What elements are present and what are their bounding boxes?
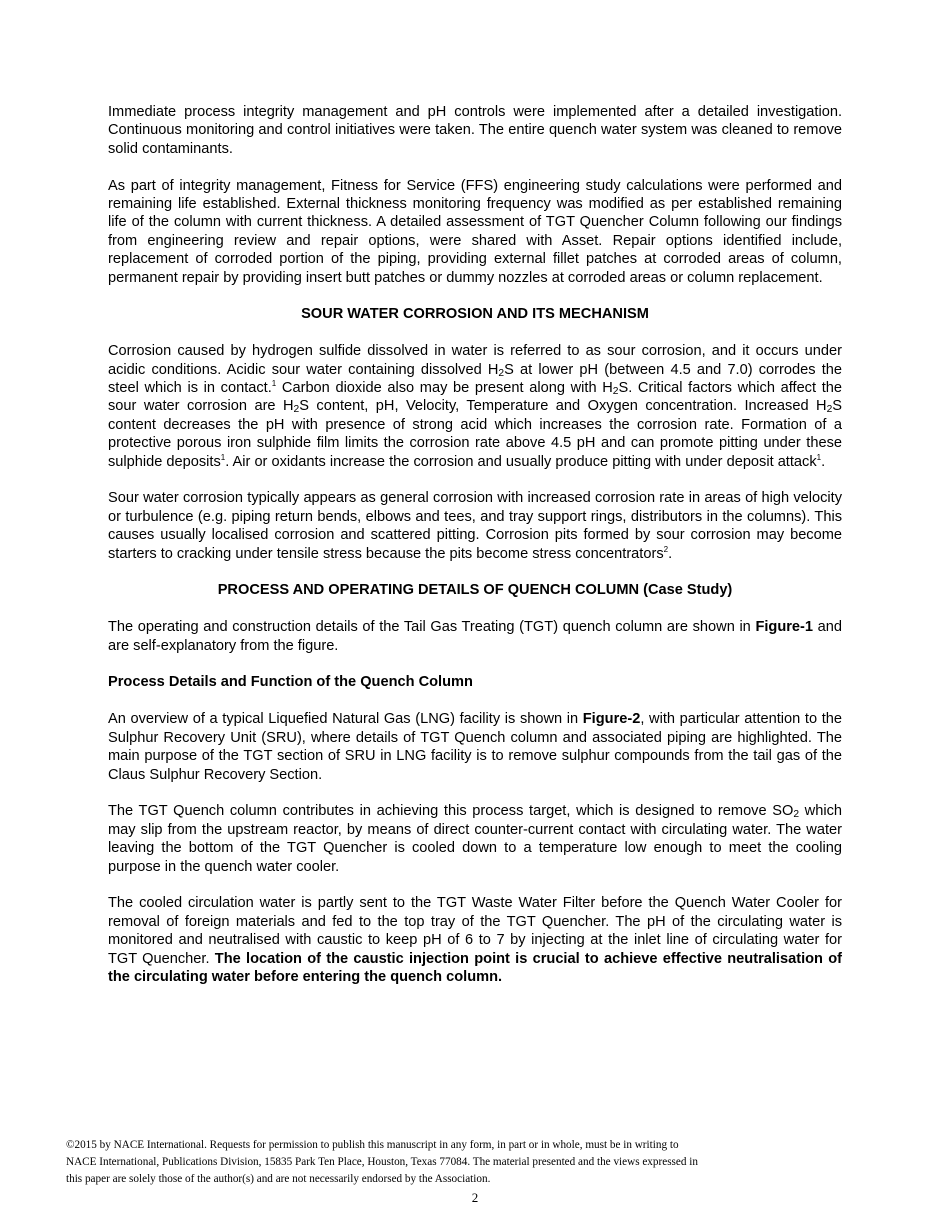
paragraph-lng-overview: An overview of a typical Liquefied Natural Gas (LNG) facility is shown in Figure-2, with particular attention to the Sulphur Recovery Unit (SRU), where details of TGT Quench column and associated piping are highlighted. The main purpose of the TGT section of SRU in LNG facility is to remove sulphur compounds from the tail gas of the Claus Sulphur Recovery Section. [108, 711, 842, 783]
paragraph-sour-corrosion-mechanism: Corrosion caused by hydrogen sulfide dissolved in water is referred to as sour corrosion, and it occurs under acidic conditions. Acidic sour water containing dissolved $H_2S$ at lower pH (between 4.5 and 7.0) corrodes the steel which is in contact.$^1$ Carbon dioxide also may be present along with $H_2S$. Critical factors which affect the sour water corrosion are $H_2S$ content, pH, Velocity, Temperature and Oxygen concentration. Increased $H_2S$ content decreases the pH with presence of strong acid which increases the corrosion rate. Formation of a protective porous iron sulphide film limits the corrosion rate above 4.5 pH and can promote pitting under these sulphide deposits$^1$. Air or oxidants increase the corrosion and usually produce pitting with under deposit attack$^1$. [108, 343, 843, 470]
copyright-footer: ©2015 by NACE International. Requests for permission to publish this manuscript in any form, in part or in whole, must be in writing to NACE International, Publications Division, 15835 Park Ten Place, Houston, Texas 77084. The material presented and the views expressed in this paper are solely those of the author(s) and are not necessarily endorsed by the Association. [66, 1139, 698, 1185]
reference-marker: 1 [271, 379, 277, 389]
caustic-injection-note: The location of the caustic injection point is crucial to achieve effective neutralisation of the circulating water before entering the quench column. [108, 950, 842, 985]
paper-body [108, 103, 842, 1005]
figure-reference: Figure-1 [755, 619, 814, 636]
paragraph-operating-details: The operating and construction details of the Tail Gas Treating (TGT) quench column are shown in Figure-1 and are self-explanatory from the figure. [108, 619, 843, 654]
paragraph-integrity-controls: Immediate process integrity management and pH controls were implemented after a detailed investigation. Continuous monitoring and control initiatives were taken. The entire quench water system was cleaned to remove solid contaminants. [108, 104, 842, 157]
page-number: 2 [471, 1190, 479, 1205]
reference-marker: 1 [816, 452, 822, 462]
paragraph-circulation-water: The cooled circulation water is partly sent to the TGT Waste Water Filter before the Quench Water Cooler for removal of foreign materials and fed to the top tray of the TGT Quencher. The pH of the circulating water is monitored and neutralised with caustic to keep pH of 6 to 7 by injecting at the inlet line of circulating water for TGT Quencher. The location of the caustic injection point is crucial to achieve effective neutralisation of the circulating water before entering the quench column. [108, 895, 842, 985]
reference-marker: 2 [663, 544, 669, 554]
subsection-heading-process-details: Process Details and Function of the Quench Column [108, 674, 473, 691]
paragraph-ffs-study: As part of integrity management, Fitness for Service (FFS) engineering study calculations were performed and remaining life established. External thickness monitoring frequency was modified as per established remaining life of the column with current thickness. A detailed assessment of TGT Quencher Column following our findings from engineering review and repair options, were shared with Asset. Repair options identified include, replacement of corroded portion of the piping, providing external fillet patches at corroded areas of column, permanent repair by providing insert butt patches or dummy nozzles at corroded areas or column replacement. [108, 177, 842, 286]
reference-marker: 1 [220, 452, 226, 462]
section-heading-quench-column: PROCESS AND OPERATING DETAILS OF QUENCH COLUMN (Case Study) [217, 582, 733, 599]
figure-reference: Figure-2 [582, 711, 641, 728]
paragraph-sour-corrosion-appearance: Sour water corrosion typically appears as general corrosion with increased corrosion rate in areas of high velocity or turbulence (e.g. piping return bends, elbows and tees, and tray support rings, distributors in the columns). This causes usually localised corrosion and scattered pitting. Corrosion pits formed by sour corrosion may become starters to cracking under tensile stress because the pits become stress concentrators$^2$. [108, 490, 842, 562]
section-heading-sour-water: SOUR WATER CORROSION AND ITS MECHANISM [301, 306, 649, 323]
paragraph-quench-purpose: The TGT Quench column contributes in achieving this process target, which is designed to remove $SO_2$ which may slip from the upstream reactor, by means of direct counter-current contact with circulating water. The water leaving the bottom of the TGT Quencher is cooled down to a temperature low enough to meet the cooling purpose in the quench water cooler. [108, 803, 842, 875]
